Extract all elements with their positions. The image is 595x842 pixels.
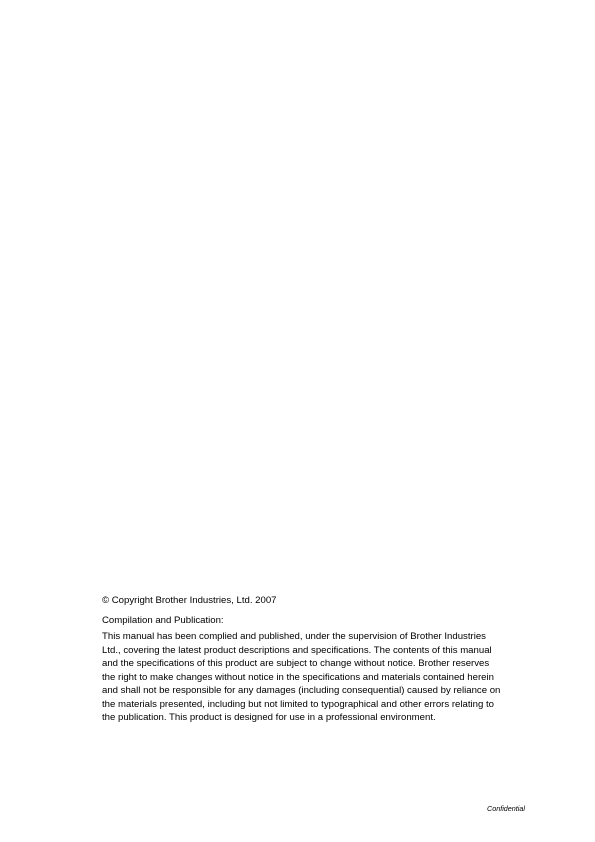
copyright-notice: © Copyright Brother Industries, Ltd. 2007: [102, 595, 277, 606]
publication-notice-line: This manual has been complied and published, under the supervision of Brother Industries: [102, 631, 486, 642]
compilation-heading: Compilation and Publication:: [102, 615, 224, 626]
publication-notice-line: the publication. This product is designed for use in a professional environment.: [102, 712, 436, 723]
publication-notice: [102, 630, 522, 725]
publication-notice-line: Ltd., covering the latest product descriptions and specifications. The contents of this manual: [102, 644, 492, 656]
confidential-footer: Confidential: [487, 804, 525, 813]
publication-notice-line: and the specifications of this product are subject to change without notice. Brother reserves: [102, 658, 490, 669]
publication-notice-line: the materials presented, including but not limited to typographical and other errors relating to: [102, 698, 494, 710]
publication-notice-line: and shall not be responsible for any damages (including consequential) caused by reliance on: [102, 685, 501, 696]
publication-notice-line: the right to make changes without notice in the specifications and materials contained herein: [102, 671, 494, 683]
